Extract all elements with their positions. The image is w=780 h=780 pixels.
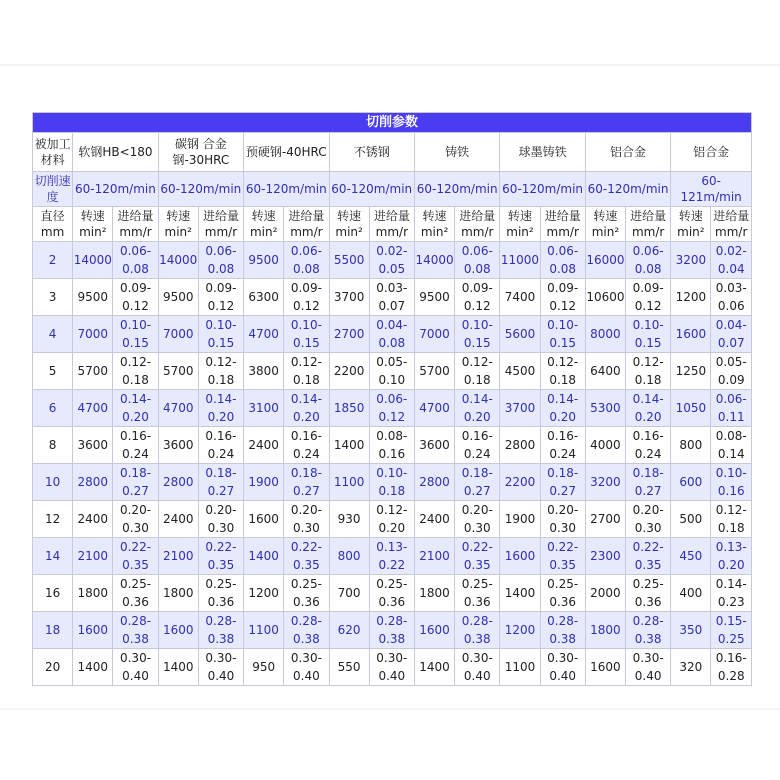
feed-rate-cell: 0.14-0.20 (455, 390, 500, 427)
spindle-speed-cell: 1250 (671, 353, 711, 390)
feed-rate-cell: 0.14-0.20 (113, 390, 158, 427)
spindle-speed-cell: 4000 (585, 427, 625, 464)
diameter-unit: mm (40, 225, 65, 239)
feed-rate-cell: 0.03-0.07 (369, 279, 414, 316)
feed-rate-cell: 0.28-0.38 (369, 612, 414, 649)
feed-rate-header (711, 207, 752, 242)
cutting-speed-value: 60-120m/min (73, 172, 158, 207)
top-divider (0, 64, 780, 66)
feed-rate-label: 进给量 (544, 209, 581, 223)
table-row (33, 353, 752, 390)
spindle-speed-cell: 1200 (671, 279, 711, 316)
spindle-speed-cell: 1800 (73, 575, 113, 612)
feed-rate-cell: 0.22-0.35 (284, 538, 329, 575)
spindle-speed-cell: 1200 (500, 612, 540, 649)
spindle-speed-cell: 5300 (585, 390, 625, 427)
cutting-speed-value: 60-120m/min (585, 172, 670, 207)
feed-rate-cell: 0.25-0.36 (626, 575, 671, 612)
feed-rate-cell: 0.08-0.14 (711, 427, 752, 464)
feed-rate-cell: 0.12-0.18 (540, 353, 585, 390)
spindle-speed-cell: 9500 (414, 279, 454, 316)
feed-rate-unit: mm/r (715, 225, 748, 239)
feed-rate-cell: 0.09-0.12 (284, 279, 329, 316)
spindle-speed-cell: 5700 (414, 353, 454, 390)
feed-rate-cell: 0.25-0.36 (284, 575, 329, 612)
feed-rate-cell: 0.06-0.08 (455, 242, 500, 279)
spindle-speed-label: 转速 (251, 209, 276, 223)
spindle-speed-cell: 3100 (244, 390, 284, 427)
diameter-cell: 2 (33, 242, 73, 279)
spindle-speed-cell: 7000 (414, 316, 454, 353)
feed-rate-cell: 0.20-0.30 (626, 501, 671, 538)
table-row (33, 427, 752, 464)
feed-rate-cell: 0.14-0.20 (198, 390, 243, 427)
spindle-speed-cell: 2800 (500, 427, 540, 464)
feed-rate-label: 进给量 (459, 209, 496, 223)
spindle-speed-cell: 4700 (244, 316, 284, 353)
spindle-speed-cell: 4700 (414, 390, 454, 427)
spindle-speed-cell: 1600 (73, 612, 113, 649)
spindle-speed-cell: 4500 (500, 353, 540, 390)
spindle-speed-cell: 2300 (585, 538, 625, 575)
feed-rate-unit: mm/r (204, 225, 238, 239)
diameter-cell: 16 (33, 575, 73, 612)
diameter-cell: 6 (33, 390, 73, 427)
spindle-speed-unit: min² (335, 225, 363, 239)
spindle-speed-cell: 2200 (500, 464, 540, 501)
spindle-speed-unit: min² (249, 225, 278, 239)
feed-rate-cell: 0.06-0.08 (626, 242, 671, 279)
cutting-speed-value: 60-120m/min (500, 172, 585, 207)
spindle-speed-cell: 1100 (500, 649, 540, 686)
feed-rate-cell: 0.14-0.20 (284, 390, 329, 427)
feed-rate-cell: 0.10-0.15 (626, 316, 671, 353)
spindle-speed-cell: 3200 (671, 242, 711, 279)
feed-rate-cell: 0.30-0.40 (455, 649, 500, 686)
spindle-speed-label: 转速 (80, 209, 105, 223)
spindle-speed-cell: 7000 (158, 316, 198, 353)
spindle-speed-cell: 1800 (414, 575, 454, 612)
spindle-speed-unit: min² (420, 225, 449, 239)
feed-rate-cell: 0.06-0.08 (198, 242, 243, 279)
cutting-speed-value: 60-120m/min (329, 172, 414, 207)
spindle-speed-cell: 2800 (73, 464, 113, 501)
spindle-speed-cell: 1600 (244, 501, 284, 538)
feed-rate-cell: 0.16-0.24 (626, 427, 671, 464)
feed-rate-header (198, 207, 243, 242)
feed-rate-label: 进给量 (713, 209, 750, 223)
spindle-speed-cell: 4700 (158, 390, 198, 427)
feed-rate-cell: 0.16-0.24 (284, 427, 329, 464)
spindle-speed-header (414, 207, 454, 242)
feed-rate-cell: 0.25-0.36 (540, 575, 585, 612)
feed-rate-cell: 0.18-0.27 (540, 464, 585, 501)
spindle-speed-cell: 2400 (244, 427, 284, 464)
feed-rate-header (455, 207, 500, 242)
table-row (33, 649, 752, 686)
feed-rate-cell: 0.18-0.27 (113, 464, 158, 501)
spindle-speed-header (73, 207, 113, 242)
feed-rate-cell: 0.09-0.12 (455, 279, 500, 316)
table-row (33, 242, 752, 279)
spindle-speed-unit: min² (506, 225, 534, 239)
feed-rate-cell: 0.25-0.36 (369, 575, 414, 612)
spindle-speed-cell: 1850 (329, 390, 369, 427)
spindle-speed-cell: 5600 (500, 316, 540, 353)
spindle-speed-cell: 450 (671, 538, 711, 575)
spindle-speed-label: 转速 (422, 209, 447, 223)
spindle-speed-header (585, 207, 625, 242)
feed-rate-label: 进给量 (373, 209, 410, 223)
feed-rate-cell: 0.14-0.20 (540, 390, 585, 427)
feed-rate-cell: 0.08-0.16 (369, 427, 414, 464)
spindle-speed-cell: 2400 (414, 501, 454, 538)
feed-rate-cell: 0.30-0.40 (369, 649, 414, 686)
spindle-speed-cell: 620 (329, 612, 369, 649)
diameter-cell: 18 (33, 612, 73, 649)
spindle-speed-cell: 800 (329, 538, 369, 575)
feed-rate-cell: 0.02-0.05 (369, 242, 414, 279)
feed-rate-cell: 0.30-0.40 (284, 649, 329, 686)
material-header: 铝合金 (671, 133, 752, 172)
diameter-cell: 3 (33, 279, 73, 316)
spindle-speed-cell: 3700 (329, 279, 369, 316)
table-row (33, 464, 752, 501)
spindle-speed-cell: 1600 (414, 612, 454, 649)
feed-rate-header (113, 207, 158, 242)
spindle-speed-cell: 5700 (73, 353, 113, 390)
feed-rate-cell: 0.30-0.40 (540, 649, 585, 686)
spindle-speed-cell: 500 (671, 501, 711, 538)
feed-rate-cell: 0.20-0.30 (455, 501, 500, 538)
spindle-speed-label: 转速 (593, 209, 618, 223)
diameter-cell: 10 (33, 464, 73, 501)
cutting-parameters-table (32, 112, 752, 686)
spindle-speed-cell: 3600 (73, 427, 113, 464)
spindle-speed-cell: 1100 (244, 612, 284, 649)
spindle-speed-header (671, 207, 711, 242)
spindle-speed-cell: 2100 (414, 538, 454, 575)
feed-rate-cell: 0.22-0.35 (540, 538, 585, 575)
spindle-speed-cell: 550 (329, 649, 369, 686)
spindle-speed-label: 转速 (507, 209, 532, 223)
spindle-speed-unit: min² (164, 225, 192, 239)
diameter-header (33, 207, 73, 242)
feed-rate-cell: 0.28-0.38 (540, 612, 585, 649)
feed-rate-cell: 0.30-0.40 (113, 649, 158, 686)
material-header: 碳钢 合金钢-30HRC (158, 133, 243, 172)
feed-rate-cell: 0.16-0.24 (198, 427, 243, 464)
feed-rate-cell: 0.13-0.20 (711, 538, 752, 575)
spindle-speed-header (329, 207, 369, 242)
feed-rate-label: 进给量 (288, 209, 325, 223)
feed-rate-label: 进给量 (117, 209, 154, 223)
material-header: 球墨铸铁 (500, 133, 585, 172)
table-row (33, 279, 752, 316)
spindle-speed-cell: 2800 (158, 464, 198, 501)
spindle-speed-cell: 2400 (158, 501, 198, 538)
spindle-speed-cell: 1400 (414, 649, 454, 686)
spindle-speed-cell: 3600 (158, 427, 198, 464)
spindle-speed-cell: 9500 (158, 279, 198, 316)
spindle-speed-cell: 700 (329, 575, 369, 612)
spindle-speed-cell: 400 (671, 575, 711, 612)
spindle-speed-label: 转速 (678, 209, 703, 223)
material-header: 铸铁 (414, 133, 499, 172)
feed-rate-cell: 0.28-0.38 (284, 612, 329, 649)
feed-rate-cell: 0.14-0.20 (626, 390, 671, 427)
spindle-speed-cell: 2400 (73, 501, 113, 538)
feed-rate-cell: 0.12-0.18 (455, 353, 500, 390)
feed-rate-cell: 0.15-0.25 (711, 612, 752, 649)
feed-rate-cell: 0.10-0.15 (284, 316, 329, 353)
feed-rate-unit: mm/r (631, 225, 665, 239)
feed-rate-cell: 0.10-0.15 (540, 316, 585, 353)
material-header: 软钢HB<180 (73, 133, 158, 172)
spindle-speed-cell: 1400 (158, 649, 198, 686)
feed-rate-cell: 0.22-0.35 (198, 538, 243, 575)
spindle-speed-cell: 1100 (329, 464, 369, 501)
spindle-speed-cell: 14000 (158, 242, 198, 279)
diameter-cell: 20 (33, 649, 73, 686)
feed-rate-cell: 0.04-0.08 (369, 316, 414, 353)
feed-rate-cell: 0.06-0.08 (284, 242, 329, 279)
spindle-speed-cell: 11000 (500, 242, 540, 279)
feed-rate-cell: 0.16-0.24 (540, 427, 585, 464)
spindle-speed-label: 转速 (337, 209, 362, 223)
spindle-speed-label: 转速 (166, 209, 191, 223)
diameter-cell: 14 (33, 538, 73, 575)
spindle-speed-cell: 9500 (244, 242, 284, 279)
spindle-speed-cell: 1900 (500, 501, 540, 538)
feed-rate-cell: 0.28-0.38 (113, 612, 158, 649)
spindle-speed-cell: 1400 (329, 427, 369, 464)
feed-rate-label: 进给量 (630, 209, 667, 223)
feed-rate-cell: 0.12-0.18 (626, 353, 671, 390)
feed-rate-cell: 0.13-0.22 (369, 538, 414, 575)
spindle-speed-cell: 6300 (244, 279, 284, 316)
cutting-speed-value: 60-120m/min (414, 172, 499, 207)
spindle-speed-unit: min² (591, 225, 620, 239)
feed-rate-header (540, 207, 585, 242)
feed-rate-cell: 0.28-0.38 (455, 612, 500, 649)
spindle-speed-cell: 2100 (73, 538, 113, 575)
spindle-speed-cell: 8000 (585, 316, 625, 353)
spindle-speed-cell: 1600 (500, 538, 540, 575)
spindle-speed-cell: 1400 (73, 649, 113, 686)
feed-rate-cell: 0.10-0.18 (369, 464, 414, 501)
feed-rate-cell: 0.09-0.12 (113, 279, 158, 316)
spindle-speed-cell: 1900 (244, 464, 284, 501)
diameter-cell: 4 (33, 316, 73, 353)
spindle-speed-cell: 5700 (158, 353, 198, 390)
feed-rate-cell: 0.12-0.20 (369, 501, 414, 538)
feed-rate-cell: 0.28-0.38 (198, 612, 243, 649)
table-row (33, 538, 752, 575)
feed-rate-cell: 0.06-0.12 (369, 390, 414, 427)
spindle-speed-cell: 9500 (73, 279, 113, 316)
diameter-cell: 12 (33, 501, 73, 538)
feed-rate-cell: 0.16-0.24 (455, 427, 500, 464)
feed-rate-unit: mm/r (119, 225, 152, 239)
feed-rate-header (369, 207, 414, 242)
spindle-speed-cell: 800 (671, 427, 711, 464)
spindle-speed-cell: 6400 (585, 353, 625, 390)
diameter-cell: 5 (33, 353, 73, 390)
table-row (33, 501, 752, 538)
feed-rate-cell: 0.22-0.35 (626, 538, 671, 575)
feed-rate-cell: 0.05-0.09 (711, 353, 752, 390)
spindle-speed-cell: 14000 (73, 242, 113, 279)
spindle-speed-unit: min² (79, 225, 107, 239)
spindle-speed-cell: 1400 (244, 538, 284, 575)
feed-rate-cell: 0.10-0.16 (711, 464, 752, 501)
spindle-speed-cell: 4700 (73, 390, 113, 427)
spindle-speed-cell: 7400 (500, 279, 540, 316)
feed-rate-cell: 0.12-0.18 (113, 353, 158, 390)
cutting-speed-label: 切削速度 (33, 172, 73, 207)
table-title: 切削参数 (33, 113, 752, 133)
feed-rate-cell: 0.20-0.30 (198, 501, 243, 538)
spindle-speed-cell: 2700 (329, 316, 369, 353)
feed-rate-cell: 0.10-0.15 (455, 316, 500, 353)
feed-rate-cell: 0.30-0.40 (198, 649, 243, 686)
spindle-speed-cell: 320 (671, 649, 711, 686)
material-header: 预硬钢-40HRC (244, 133, 329, 172)
spindle-speed-cell: 600 (671, 464, 711, 501)
spindle-speed-cell: 2800 (414, 464, 454, 501)
feed-rate-unit: mm/r (375, 225, 409, 239)
feed-rate-cell: 0.25-0.36 (455, 575, 500, 612)
spindle-speed-cell: 1600 (585, 649, 625, 686)
feed-rate-cell: 0.22-0.35 (113, 538, 158, 575)
spindle-speed-cell: 3800 (244, 353, 284, 390)
spindle-speed-cell: 1800 (158, 575, 198, 612)
feed-rate-cell: 0.30-0.40 (626, 649, 671, 686)
feed-rate-header (626, 207, 671, 242)
feed-rate-cell: 0.22-0.35 (455, 538, 500, 575)
feed-rate-header (284, 207, 329, 242)
feed-rate-cell: 0.20-0.30 (540, 501, 585, 538)
feed-rate-cell: 0.25-0.36 (113, 575, 158, 612)
spindle-speed-cell: 1200 (244, 575, 284, 612)
feed-rate-cell: 0.03-0.06 (711, 279, 752, 316)
feed-rate-cell: 0.06-0.11 (711, 390, 752, 427)
spindle-speed-header (500, 207, 540, 242)
feed-rate-cell: 0.18-0.27 (284, 464, 329, 501)
spindle-speed-cell: 950 (244, 649, 284, 686)
spindle-speed-cell: 3600 (414, 427, 454, 464)
material-label: 被加工材料 (33, 133, 73, 172)
spindle-speed-cell: 5500 (329, 242, 369, 279)
cutting-speed-value: 60-120m/min (158, 172, 243, 207)
feed-rate-cell: 0.18-0.27 (198, 464, 243, 501)
feed-rate-cell: 0.06-0.08 (113, 242, 158, 279)
feed-rate-cell: 0.18-0.27 (455, 464, 500, 501)
feed-rate-cell: 0.12-0.18 (711, 501, 752, 538)
feed-rate-unit: mm/r (461, 225, 494, 239)
feed-rate-cell: 0.09-0.12 (540, 279, 585, 316)
bottom-divider (0, 708, 780, 710)
material-header: 铝合金 (585, 133, 670, 172)
feed-rate-cell: 0.09-0.12 (626, 279, 671, 316)
feed-rate-cell: 0.28-0.38 (626, 612, 671, 649)
feed-rate-unit: mm/r (546, 225, 579, 239)
spindle-speed-cell: 7000 (73, 316, 113, 353)
spindle-speed-cell: 350 (671, 612, 711, 649)
spindle-speed-cell: 2700 (585, 501, 625, 538)
spindle-speed-cell: 1400 (500, 575, 540, 612)
feed-rate-cell: 0.16-0.28 (711, 649, 752, 686)
feed-rate-cell: 0.25-0.36 (198, 575, 243, 612)
feed-rate-cell: 0.04-0.07 (711, 316, 752, 353)
feed-rate-cell: 0.06-0.08 (540, 242, 585, 279)
table-row (33, 316, 752, 353)
feed-rate-cell: 0.10-0.15 (198, 316, 243, 353)
spindle-speed-cell: 930 (329, 501, 369, 538)
feed-rate-cell: 0.20-0.30 (284, 501, 329, 538)
spindle-speed-cell: 3200 (585, 464, 625, 501)
feed-rate-unit: mm/r (290, 225, 323, 239)
table-row (33, 390, 752, 427)
spindle-speed-cell: 1800 (585, 612, 625, 649)
spindle-speed-header (244, 207, 284, 242)
feed-rate-cell: 0.18-0.27 (626, 464, 671, 501)
spindle-speed-unit: min² (677, 225, 705, 239)
spindle-speed-cell: 14000 (414, 242, 454, 279)
spindle-speed-cell: 2100 (158, 538, 198, 575)
spindle-speed-cell: 2000 (585, 575, 625, 612)
spindle-speed-header (158, 207, 198, 242)
cutting-parameters-sheet (32, 112, 752, 686)
feed-rate-cell: 0.16-0.24 (113, 427, 158, 464)
diameter-cell: 8 (33, 427, 73, 464)
spindle-speed-cell: 1600 (671, 316, 711, 353)
spindle-speed-cell: 1050 (671, 390, 711, 427)
spindle-speed-cell: 10600 (585, 279, 625, 316)
feed-rate-cell: 0.02-0.04 (711, 242, 752, 279)
diameter-label: 直径 (40, 209, 65, 223)
table-row (33, 575, 752, 612)
feed-rate-cell: 0.20-0.30 (113, 501, 158, 538)
feed-rate-cell: 0.10-0.15 (113, 316, 158, 353)
spindle-speed-cell: 3700 (500, 390, 540, 427)
feed-rate-label: 进给量 (202, 209, 239, 223)
spindle-speed-cell: 16000 (585, 242, 625, 279)
spindle-speed-cell: 1600 (158, 612, 198, 649)
spindle-speed-cell: 2200 (329, 353, 369, 390)
feed-rate-cell: 0.05-0.10 (369, 353, 414, 390)
material-header: 不锈钢 (329, 133, 414, 172)
feed-rate-cell: 0.09-0.12 (198, 279, 243, 316)
cutting-speed-value: 60-121m/min (671, 172, 752, 207)
feed-rate-cell: 0.12-0.18 (284, 353, 329, 390)
feed-rate-cell: 0.14-0.23 (711, 575, 752, 612)
table-row (33, 612, 752, 649)
cutting-speed-value: 60-120m/min (244, 172, 329, 207)
feed-rate-cell: 0.12-0.18 (198, 353, 243, 390)
